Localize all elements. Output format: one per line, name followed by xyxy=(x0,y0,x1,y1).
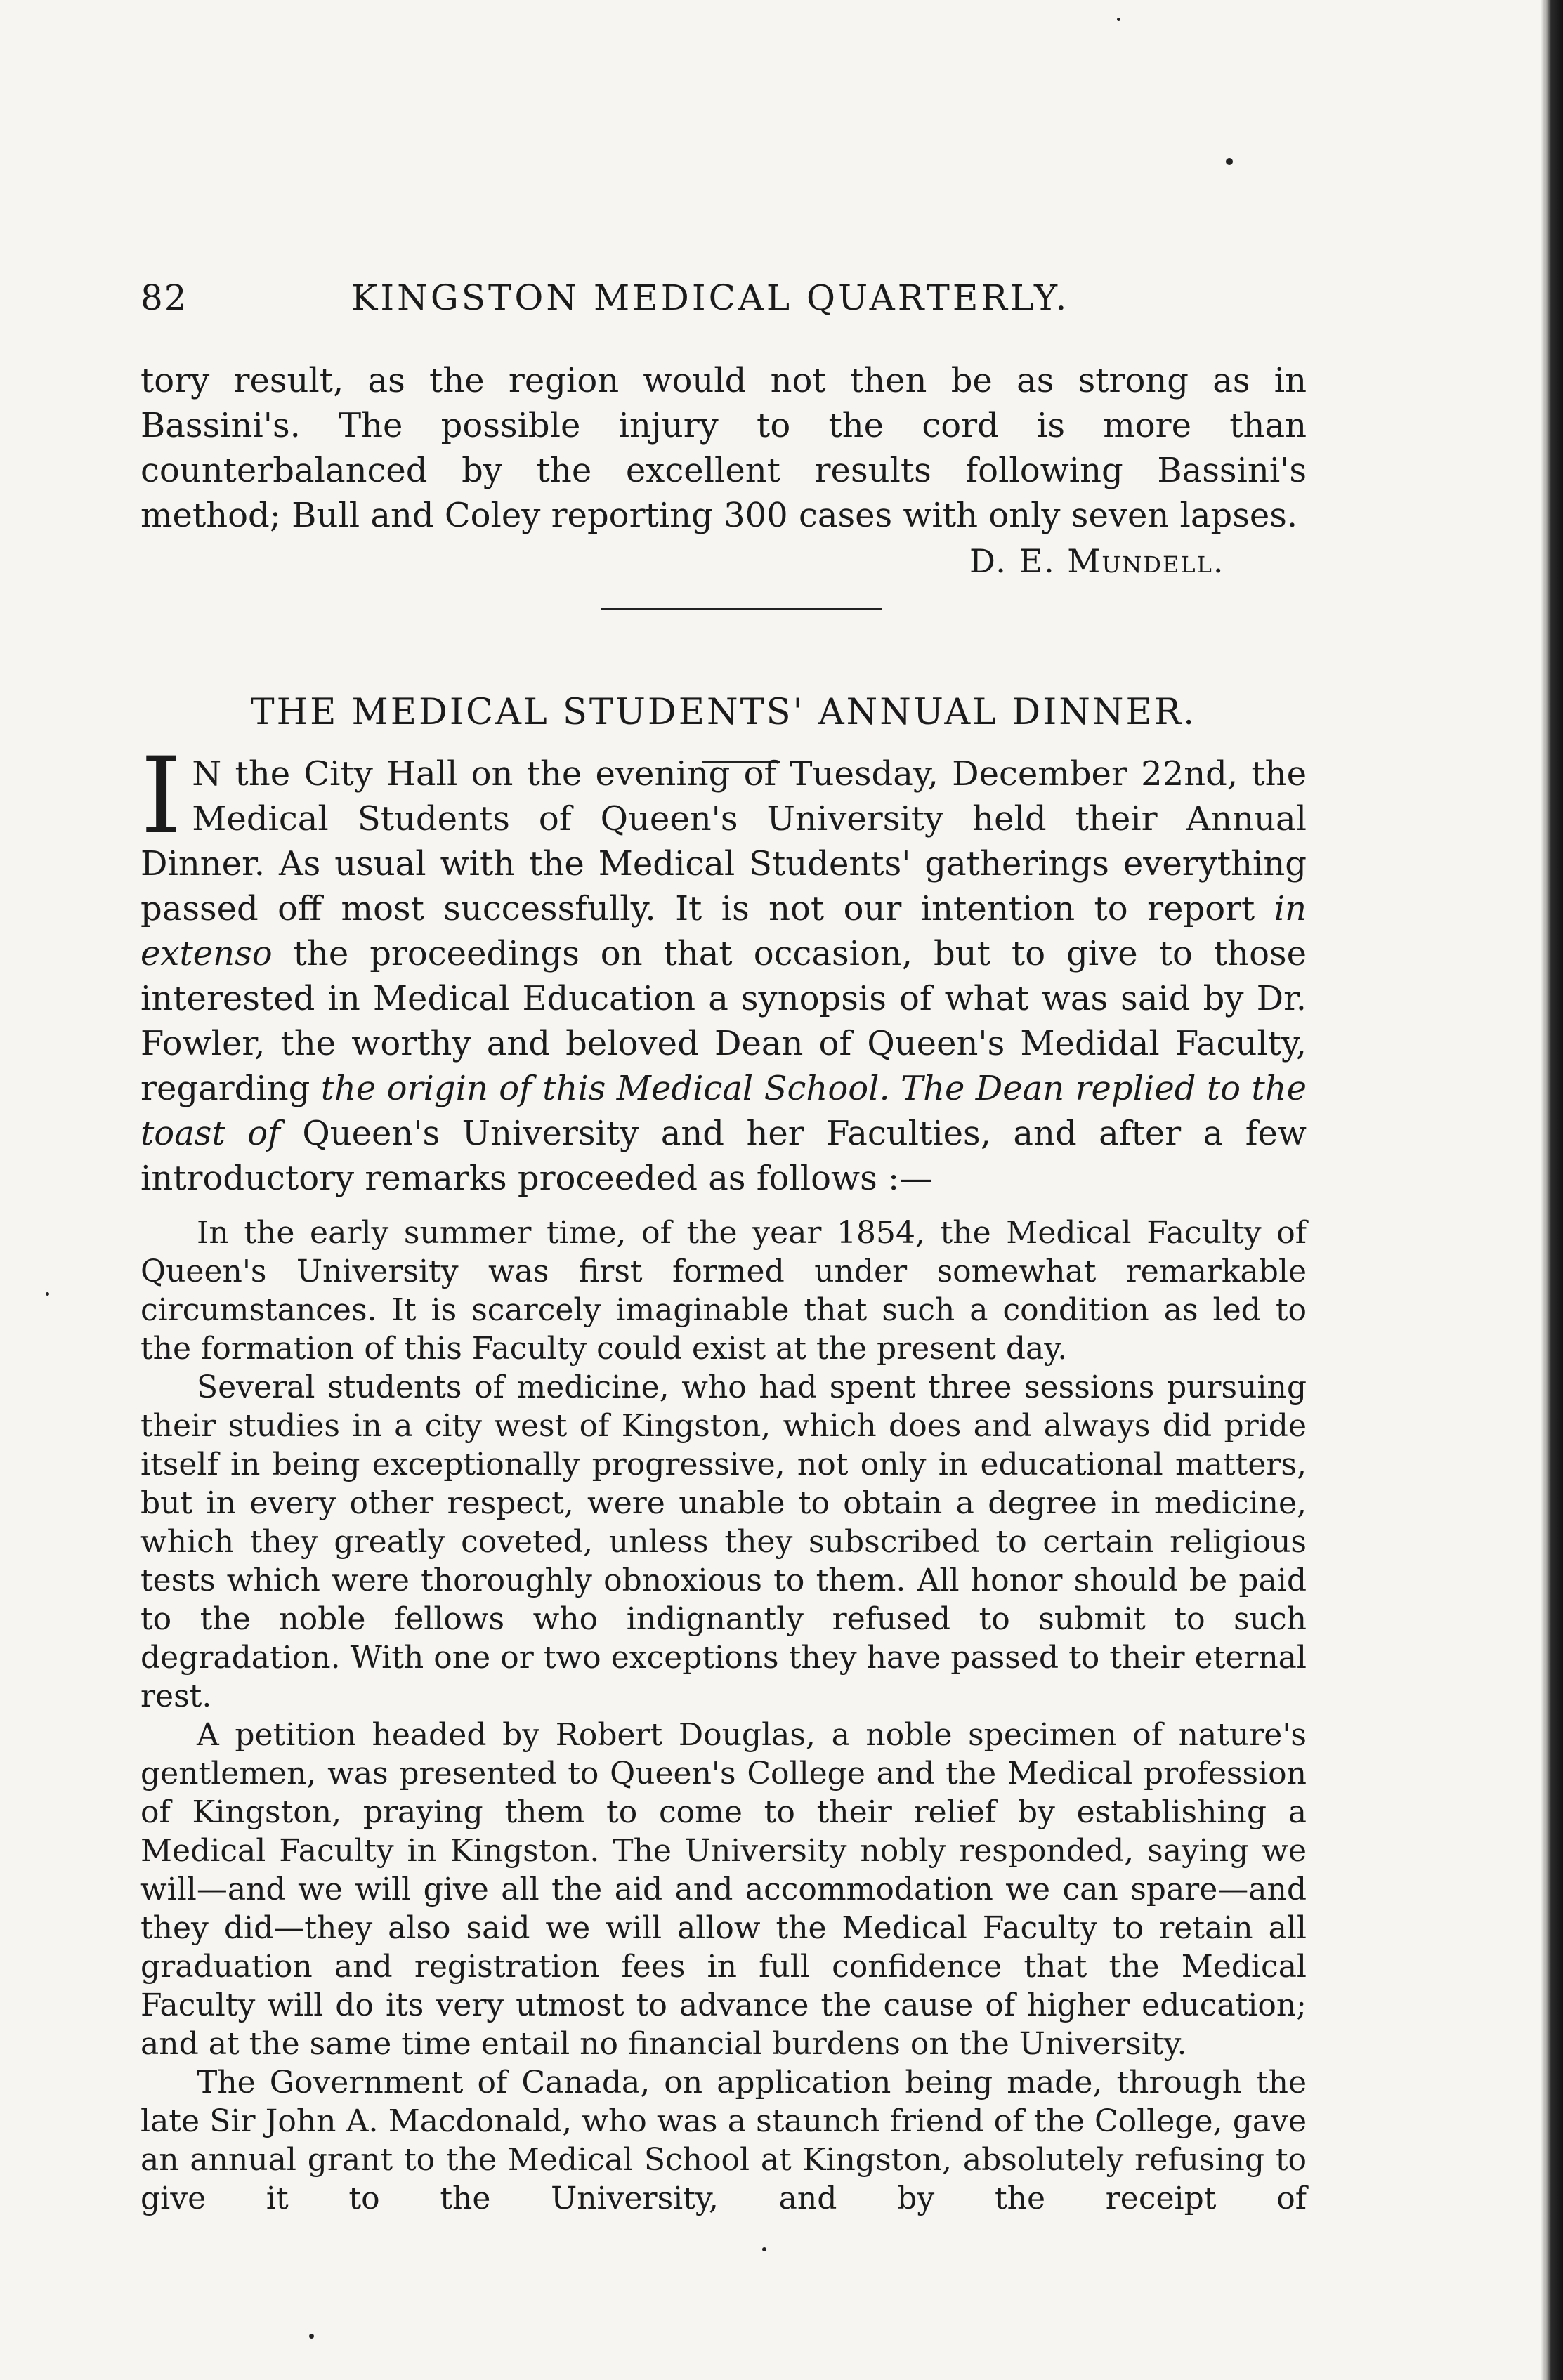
intro-text-1: N the City Hall on the evening of Tuesday, December 22nd, the Medical Students of Queen's University held their Annual Dinner. As usual with the Medical Students' gatherings everything passed off most successfully. It is not our intention to report xyxy=(140,754,1307,928)
article-intro xyxy=(140,735,1307,1201)
previous-article-ending xyxy=(140,358,1307,538)
article-title: THE MEDICAL STUDENTS' ANNUAL DINNER. xyxy=(250,692,1197,733)
running-header xyxy=(140,277,1173,327)
scan-speck xyxy=(46,1292,49,1296)
page-number: 82 xyxy=(140,277,188,318)
section-divider xyxy=(601,608,882,610)
intro-italic-tail: the origin of this Medical School. The Dean replied to the toast of xyxy=(140,1069,1307,1153)
speech-paragraph-3: A petition headed by Robert Douglas, a noble specimen of nature's gentlemen, was presented to Queen's College and the Medical profession of Kingston, praying them to come to their relief by establishing a Medical Faculty in Kingston. The University nobly responded, saying we will—and we will give all the aid and accommodation we can spare—and they did—they also said we will allow the Medical Faculty to retain all graduation and registration fees in full confidence that the Medical Faculty will do its very utmost to advance the cause of higher education; and at the same time entail no financial burdens on the University. xyxy=(140,1717,1307,2062)
scan-speck xyxy=(309,2334,314,2339)
intro-text-3: Queen's University and her Faculties, and after a few introductory remarks proceeded as follows :— xyxy=(140,1114,1307,1198)
scan-speck xyxy=(1226,158,1233,165)
intro-paragraph xyxy=(140,735,1307,1201)
author-signature: D. E. Mundell. xyxy=(969,542,1225,580)
speech-paragraph-1: In the early summer time, of the year 1854, the Medical Faculty of Queen's University was first formed under somewhat remarkable circumstances. It is scarcely imaginable that such a condition as led to the formation of this Faculty could exist at the present day. xyxy=(140,1215,1307,1367)
dean-speech xyxy=(140,1214,1307,2218)
scan-speck xyxy=(1117,18,1120,21)
speech-paragraph-4: The Government of Canada, on application being made, through the late Sir John A. Macdonald, who was a staunch friend of the College, gave an annual grant to the Medical School at Kingston, absolutely refusing to give it to the University, and by the receipt of xyxy=(140,2065,1307,2216)
intro-text-2: the proceedings on that occasion, but to give to those interested in Medical Education a synopsis of what was said by Dr. Fowler, the worthy and beloved Dean of Queen's Medidal Faculty, regarding xyxy=(140,934,1307,1108)
intro-italic-phrase: in extenso xyxy=(140,889,1307,973)
speech-paragraph-2: Several students of medicine, who had spent three sessions pursuing their studies in a city west of Kingston, which does and always did pride itself in being exceptionally progressive, not only in educational matters, but in every other respect, were unable to obtain a degree in medicine, which they greatly coveted, unless they subscribed to certain religious tests which were thoroughly obnoxious to them. All honor should be paid to the noble fellows who indignantly refused to submit to such degradation. With one or two exceptions they have passed to their eternal rest. xyxy=(140,1369,1307,1714)
scan-speck xyxy=(762,2247,766,2251)
binding-edge xyxy=(1545,0,1563,2380)
previous-article-paragraph: tory result, as the region would not then be as strong as in Bassini's. The possible injury to the cord is more than counterbalanced by the excellent results following Bassini's method; Bull and Coley reporting 300 cases with only seven lapses. xyxy=(140,361,1307,535)
drop-cap: I xyxy=(140,735,183,857)
journal-title: KINGSTON MEDICAL QUARTERLY. xyxy=(351,277,1070,318)
